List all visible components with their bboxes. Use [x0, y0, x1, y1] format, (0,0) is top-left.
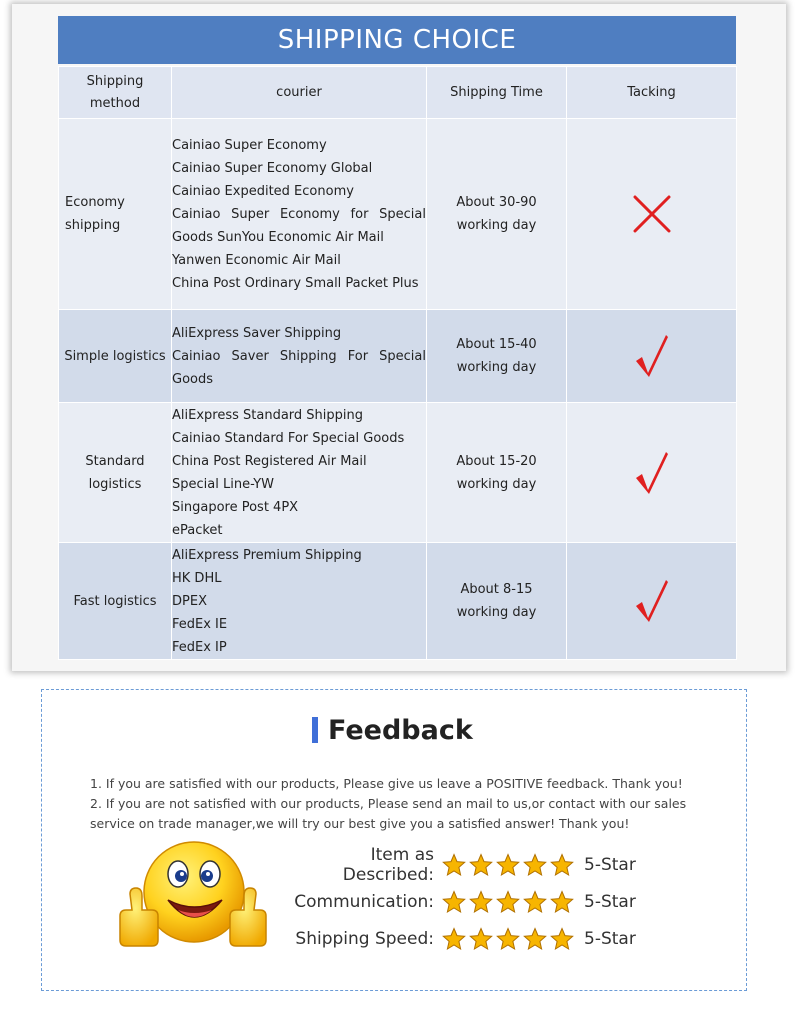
table-row [59, 403, 737, 543]
check-icon [634, 450, 670, 496]
courier-item: DPEX [172, 593, 207, 609]
shipping-title: SHIPPING CHOICE [58, 16, 736, 64]
star-icon [550, 890, 574, 914]
rating-row [292, 846, 636, 883]
rating-value: 5-Star [584, 928, 636, 949]
courier-item: Cainiao Super Economy for Special [172, 206, 426, 222]
star-icon [442, 853, 466, 877]
header-courier: courier [172, 67, 427, 119]
rating-label: Item as Described: [342, 844, 434, 885]
check-icon [634, 578, 670, 624]
table-row [59, 310, 737, 403]
courier-item: AliExpress Saver Shipping [172, 325, 342, 341]
star-rating [442, 890, 574, 914]
courier-item: Singapore Post 4PX [172, 499, 299, 515]
feedback-panel [41, 689, 747, 991]
courier-item: Cainiao Expedited Economy [172, 183, 354, 199]
method-cell: Economy shipping [59, 119, 172, 310]
rating-value: 5-Star [584, 891, 636, 912]
star-icon [523, 927, 547, 951]
star-icon [550, 927, 574, 951]
table-header-row [59, 67, 737, 119]
method-cell: Fast logistics [59, 543, 172, 660]
star-icon [550, 853, 574, 877]
tracking-cell [567, 403, 737, 543]
feedback-notes [90, 774, 720, 834]
time-cell: About 8-15 working day [427, 543, 567, 660]
time-cell: About 15-40 working day [427, 310, 567, 403]
heading-accent-bar [312, 717, 318, 743]
time-cell: About 15-20 working day [427, 403, 567, 543]
method-cell: Standard logistics [59, 403, 172, 543]
courier-item: AliExpress Standard Shipping [172, 407, 363, 423]
method-cell: Simple logistics [59, 310, 172, 403]
check-icon [634, 333, 670, 379]
star-icon [442, 927, 466, 951]
courier-cell [172, 403, 427, 543]
courier-item: AliExpress Premium Shipping [172, 547, 362, 563]
courier-item: Goods SunYou Economic Air Mail [172, 229, 384, 245]
table-row [59, 119, 737, 310]
feedback-title: Feedback [328, 714, 473, 746]
courier-cell [172, 119, 427, 310]
courier-item: FedEx IP [172, 639, 227, 655]
courier-item: Cainiao Saver Shipping For Special [172, 348, 426, 364]
courier-item: Goods [172, 371, 214, 387]
cross-icon [632, 194, 672, 234]
rating-value: 5-Star [584, 854, 636, 875]
courier-item: China Post Ordinary Small Packet Plus [172, 275, 419, 291]
star-icon [523, 890, 547, 914]
tracking-cell [567, 119, 737, 310]
courier-item: Cainiao Super Economy [172, 137, 327, 153]
star-icon [496, 927, 520, 951]
time-cell: About 30-90 working day [427, 119, 567, 310]
rating-label: Shipping Speed: [295, 928, 434, 949]
header-tracking: Tacking [567, 67, 737, 119]
star-icon [442, 890, 466, 914]
table-row [59, 543, 737, 660]
star-icon [469, 927, 493, 951]
courier-cell [172, 543, 427, 660]
feedback-note-1: 1. If you are satisfied with our products, Please give us leave a POSITIVE feedback. Thank you! [90, 776, 683, 791]
rating-list [292, 846, 636, 957]
star-icon [523, 853, 547, 877]
courier-item: Yanwen Economic Air Mail [172, 252, 341, 268]
feedback-note-2: 2. If you are not satisfied with our products, Please send an mail to us,or contact with our sales service on trade manager,we will try our best give you a satisfied answer! Thank you! [90, 796, 687, 831]
shipping-table [58, 66, 737, 660]
rating-row [292, 883, 636, 920]
courier-item: China Post Registered Air Mail [172, 453, 367, 469]
courier-cell [172, 310, 427, 403]
courier-item: Special Line-YW [172, 476, 275, 492]
courier-item: FedEx IE [172, 616, 228, 632]
star-icon [496, 890, 520, 914]
header-time: Shipping Time [427, 67, 567, 119]
star-rating [442, 853, 574, 877]
star-rating [442, 927, 574, 951]
header-method: Shipping method [59, 67, 172, 119]
courier-item: Cainiao Super Economy Global [172, 160, 373, 176]
tracking-cell [567, 310, 737, 403]
smiley-thumbs-up-icon [108, 836, 278, 956]
rating-row [292, 920, 636, 957]
rating-label: Communication: [294, 891, 434, 912]
courier-item: HK DHL [172, 570, 222, 586]
courier-item: Cainiao Standard For Special Goods [172, 430, 405, 446]
feedback-heading [312, 712, 473, 748]
star-icon [469, 890, 493, 914]
courier-item: ePacket [172, 522, 223, 538]
star-icon [496, 853, 520, 877]
star-icon [469, 853, 493, 877]
tracking-cell [567, 543, 737, 660]
